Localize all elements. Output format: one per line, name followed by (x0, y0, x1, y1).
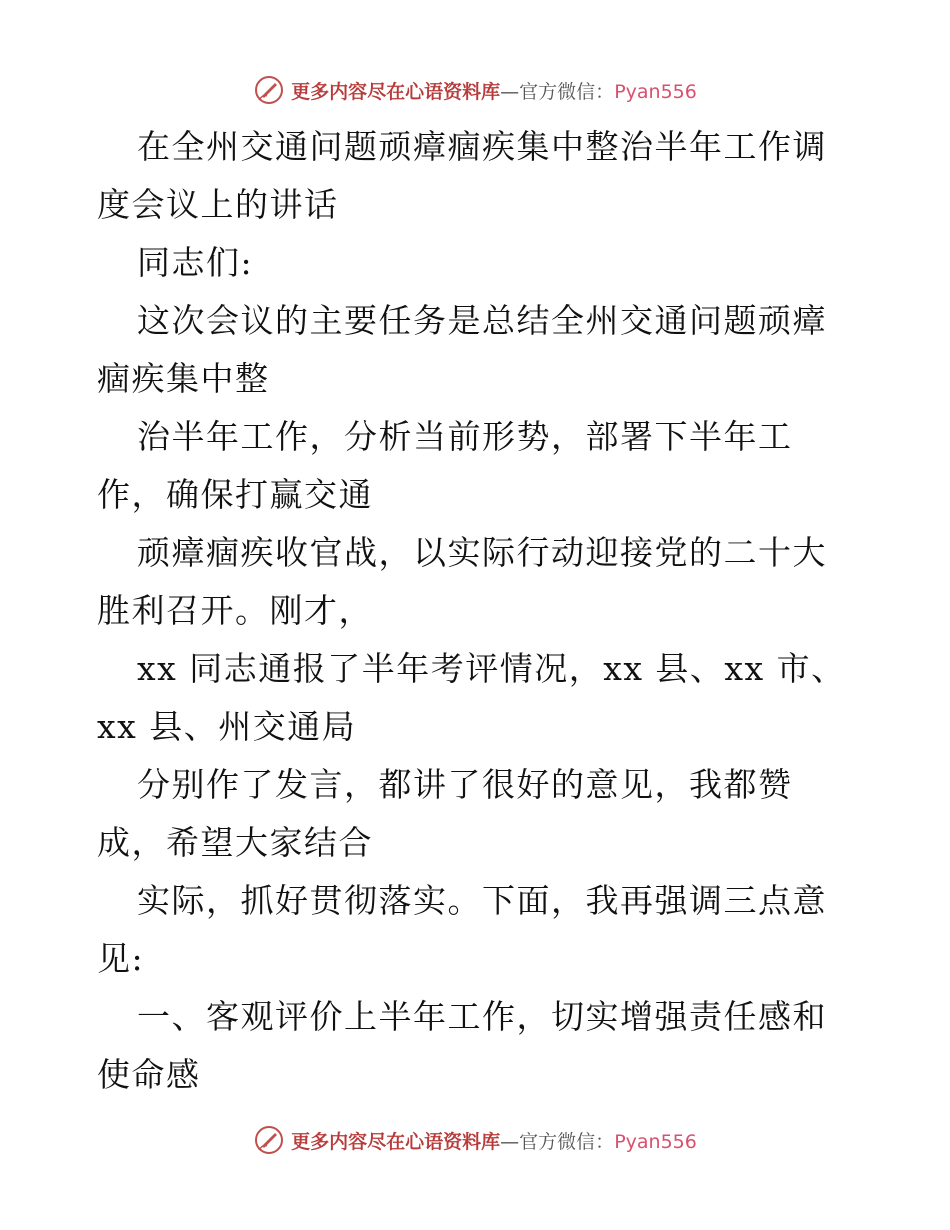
quill-logo-icon (253, 74, 285, 106)
watermark-official-label: 官方微信： (519, 1130, 615, 1153)
watermark-brand: 更多内容尽在心语资料库 (291, 80, 501, 103)
paragraph: 治半年工作，分析当前形势，部署下半年工作，确保打赢交通 (97, 417, 793, 514)
paragraph: 分别作了发言，都讲了很好的意见，我都赞成，希望大家结合 (97, 765, 793, 862)
quill-logo-icon (253, 1124, 285, 1156)
watermark-content (253, 1124, 697, 1156)
watermark-text (291, 1127, 697, 1154)
document-title: 在全州交通问题顽瘴痼疾集中整治半年工作调度会议上的讲话 (97, 127, 827, 224)
watermark-brand: 更多内容尽在心语资料库 (291, 1130, 501, 1153)
watermark-account: Pyan556 (614, 1130, 697, 1153)
salutation: 同志们: (137, 243, 254, 282)
section-heading: 一、客观评价上半年工作，切实增强责任感和使命感 (97, 997, 827, 1094)
watermark-separator: — (500, 80, 520, 103)
paragraph: xx 同志通报了半年考评情况，xx 县、xx 市、xx 县、州交通局 (97, 649, 846, 746)
watermark-account: Pyan556 (614, 80, 697, 103)
paragraph: 实际，抓好贯彻落实。下面，我再强调三点意见: (97, 881, 827, 978)
header-watermark (0, 70, 950, 110)
watermark-separator: — (500, 1130, 520, 1153)
document-body (97, 118, 857, 1104)
watermark-text (291, 77, 697, 104)
watermark-official-label: 官方微信： (519, 80, 615, 103)
watermark-content (253, 74, 697, 106)
footer-watermark (0, 1120, 950, 1160)
paragraph: 顽瘴痼疾收官战，以实际行动迎接党的二十大胜利召开。刚才， (97, 533, 827, 630)
paragraph: 这次会议的主要任务是总结全州交通问题顽瘴痼疾集中整 (97, 301, 827, 398)
